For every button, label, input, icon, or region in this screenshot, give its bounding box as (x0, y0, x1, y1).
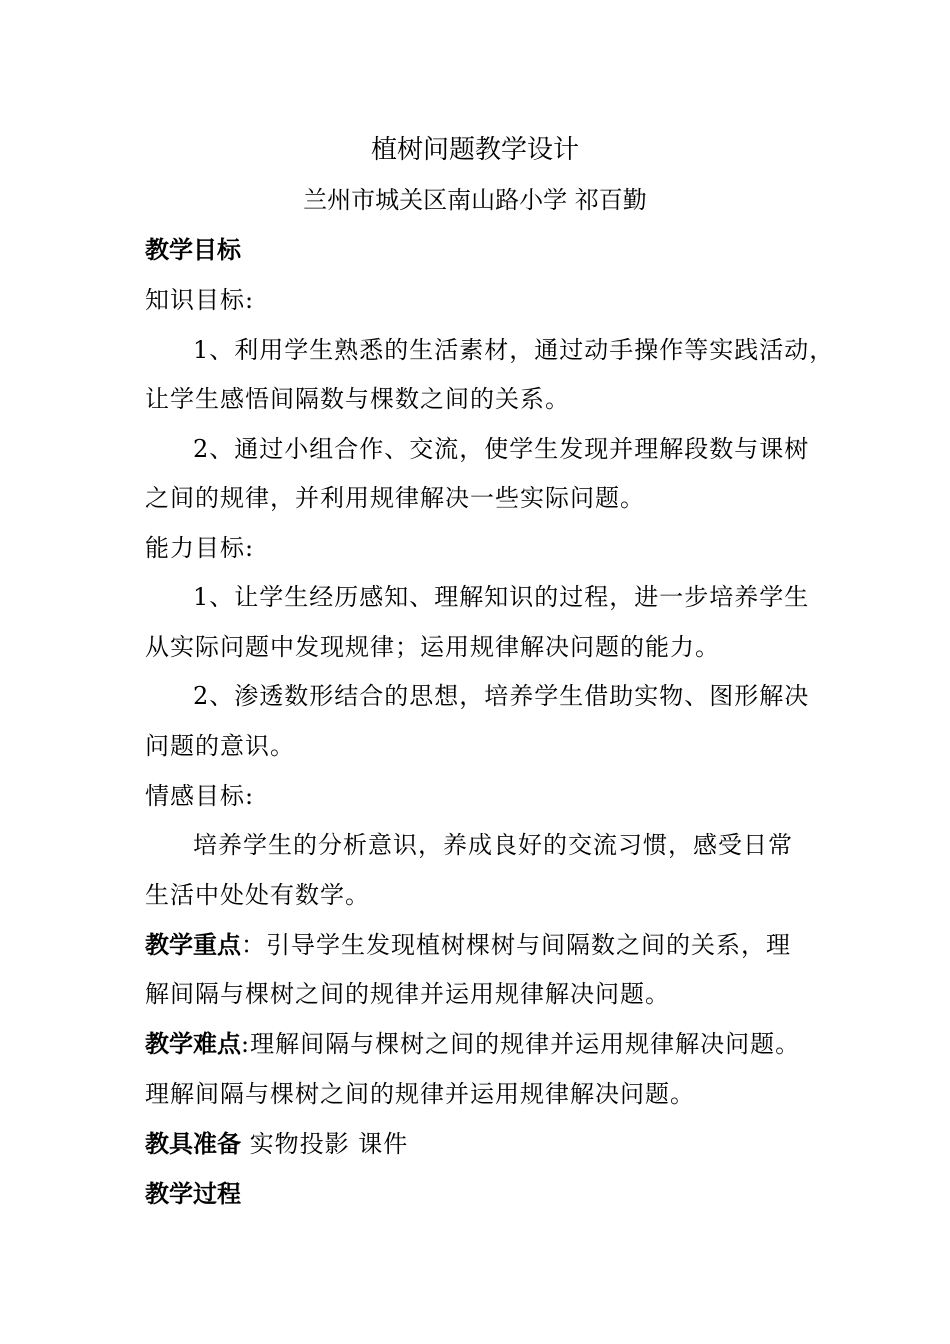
knowledge-item-1-line-1: 1、利用学生熟悉的生活素材，通过动手操作等实践活动， (193, 336, 835, 364)
emotion-line-1: 培养学生的分析意识，养成良好的交流习惯，感受日常 (193, 831, 793, 859)
difficulty-text: :理解间隔与棵树之间的规律并运用规律解决问题。 (241, 1030, 801, 1058)
knowledge-heading: 知识目标: (145, 286, 255, 314)
process-heading: 教学过程 (145, 1179, 241, 1208)
materials-line (145, 1128, 815, 1160)
difficulty-line-2: 理解间隔与棵树之间的规律并运用规律解决问题。 (145, 1080, 695, 1108)
materials-label: 教具准备 (145, 1129, 241, 1158)
knowledge-item-2-line-1: 2、通过小组合作、交流，使学生发现并理解段数与课树 (193, 435, 810, 463)
key-point-text: ：引导学生发现植树棵树与间隔数之间的关系，理 (241, 931, 791, 959)
emotion-heading: 情感目标: (145, 782, 255, 810)
difficulty-line-1 (145, 1028, 815, 1060)
ability-item-1-line-2: 从实际问题中发现规律；运用规律解决问题的能力。 (145, 633, 720, 661)
ability-heading: 能力目标: (145, 534, 255, 562)
knowledge-item-2-line-2: 之间的规律，并利用规律解决一些实际问题。 (145, 484, 645, 512)
knowledge-item-1-line-2: 让学生感悟间隔数与棵数之间的关系。 (145, 385, 570, 413)
ability-item-1-line-1: 1、让学生经历感知、理解知识的过程，进一步培养学生 (193, 583, 810, 611)
difficulty-label: 教学难点 (145, 1029, 241, 1058)
key-point-line-2: 解间隔与棵树之间的规律并运用规律解决问题。 (145, 980, 670, 1008)
ability-item-2-line-1: 2、渗透数形结合的思想，培养学生借助实物、图形解决 (193, 682, 810, 710)
ability-item-2-line-2: 问题的意识。 (145, 732, 295, 760)
emotion-line-2: 生活中处处有数学。 (145, 881, 370, 909)
document-title: 植树问题教学设计 (370, 135, 579, 165)
materials-text: 实物投影 课件 (241, 1130, 409, 1158)
key-point-line-1 (145, 929, 815, 961)
document-author: 兰州市城关区南山路小学 祁百勤 (303, 186, 647, 214)
key-point-label: 教学重点 (145, 930, 241, 959)
goals-heading: 教学目标 (145, 235, 241, 264)
